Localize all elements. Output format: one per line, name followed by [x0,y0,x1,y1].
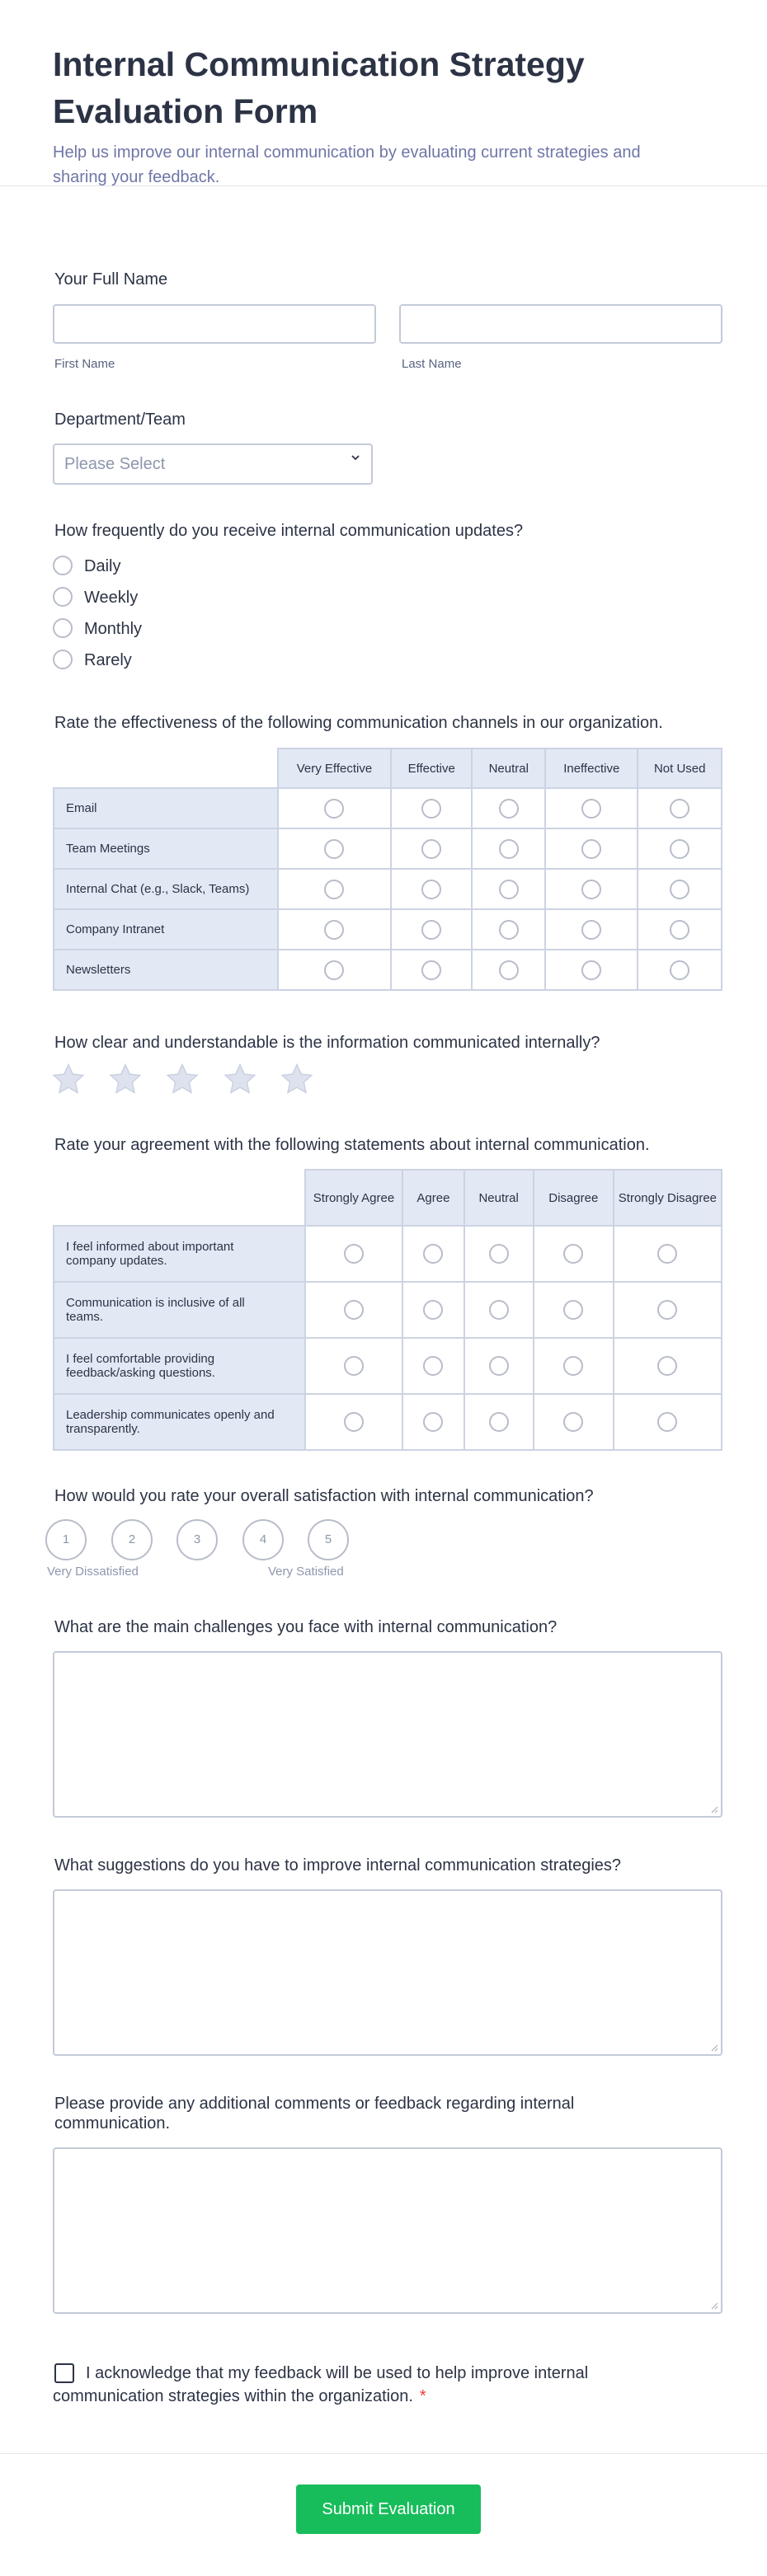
challenges-textarea[interactable] [53,1651,722,1818]
matrix-radio[interactable] [421,880,441,899]
agreement-label: Rate your agreement with the following statements about internal communication. [54,1136,650,1154]
matrix-radio[interactable] [324,799,344,819]
last-name-input[interactable] [399,304,722,344]
matrix-radio[interactable] [670,799,689,819]
matrix-radio[interactable] [563,1300,583,1320]
frequency-label: How frequently do you receive internal communication updates? [54,522,524,540]
matrix-row-label: Leadership communicates openly and transparently. [54,1394,305,1450]
star-icon[interactable] [108,1062,143,1096]
matrix-row-label: I feel comfortable providing feedback/asking questions. [54,1338,305,1394]
matrix-column-header: Strongly Disagree [614,1170,722,1226]
first-name-sublabel: First Name [54,357,115,371]
matrix-radio[interactable] [324,920,344,940]
matrix-radio[interactable] [499,920,519,940]
matrix-column-header: Effective [391,748,473,788]
matrix-radio[interactable] [344,1244,364,1264]
form-title: Internal Communication Strategy Evaluation Form [53,45,585,130]
matrix-row-label: Company Intranet [54,909,278,950]
scale-option-2[interactable]: 2 [111,1519,153,1560]
star-icon[interactable] [51,1062,86,1096]
matrix-column-header: Not Used [638,748,722,788]
table-row [54,788,722,828]
resize-grip-icon[interactable] [710,2302,718,2310]
department-select[interactable] [53,443,373,485]
matrix-radio[interactable] [499,880,519,899]
chevron-down-icon [351,453,360,462]
matrix-row-label: Newsletters [54,950,278,990]
matrix-row-label: Email [54,788,278,828]
matrix-radio[interactable] [657,1412,677,1432]
table-row [54,1338,722,1394]
table-row [54,869,722,909]
matrix-radio[interactable] [670,960,689,980]
matrix-radio[interactable] [499,799,519,819]
scale-option-4[interactable]: 4 [242,1519,284,1560]
matrix-radio[interactable] [423,1300,443,1320]
required-asterisk: * [419,2387,426,2405]
matrix-row-label: Communication is inclusive of all teams. [54,1282,305,1338]
matrix-column-header: Ineffective [545,748,638,788]
suggestions-textarea[interactable] [53,1889,722,2056]
matrix-radio[interactable] [324,960,344,980]
acknowledge-text: I acknowledge that my feedback will be used to help improve internal communication strategies within the organization. [53,2364,589,2405]
matrix-radio[interactable] [344,1356,364,1376]
star-icon[interactable] [223,1062,257,1096]
table-row [54,909,722,950]
matrix-radio[interactable] [657,1300,677,1320]
footer-divider [0,2453,767,2454]
matrix-row-label: I feel informed about important company updates. [54,1226,305,1282]
matrix-radio[interactable] [670,920,689,940]
channels-matrix [53,748,722,991]
radio-button[interactable] [53,618,73,638]
scale-option-5[interactable]: 5 [308,1519,349,1560]
matrix-radio[interactable] [581,799,601,819]
form-subtitle: Help us improve our internal communication by evaluating current strategies and sharing your feedback. [53,143,641,186]
table-row [54,1226,722,1282]
matrix-column-header: Disagree [534,1170,614,1226]
matrix-column-header: Agree [402,1170,463,1226]
matrix-radio[interactable] [563,1412,583,1432]
matrix-radio[interactable] [489,1412,509,1432]
matrix-radio[interactable] [670,839,689,859]
radio-label: Monthly [84,620,143,638]
matrix-radio[interactable] [657,1356,677,1376]
first-name-input[interactable] [53,304,376,344]
radio-label: Weekly [84,589,139,607]
matrix-radio[interactable] [421,920,441,940]
radio-button[interactable] [53,650,73,669]
challenges-label: What are the main challenges you face with internal communication? [54,1618,558,1636]
radio-label: Rarely [84,651,132,669]
matrix-corner [54,1170,305,1226]
department-select-value: Please Select [64,455,166,473]
clarity-label: How clear and understandable is the information communicated internally? [54,1034,600,1052]
channels-label: Rate the effectiveness of the following communication channels in our organization. [54,714,663,732]
matrix-radio[interactable] [581,960,601,980]
scale-max-caption: Very Satisfied [268,1565,344,1579]
matrix-radio[interactable] [423,1356,443,1376]
matrix-row-label: Team Meetings [54,828,278,869]
radio-button[interactable] [53,556,73,575]
acknowledge-text-block [53,2362,630,2408]
scale-option-3[interactable]: 3 [176,1519,218,1560]
table-row [54,1394,722,1450]
matrix-row-label: Internal Chat (e.g., Slack, Teams) [54,869,278,909]
comments-label: Please provide any additional comments or feedback regarding internal communication. [54,2095,575,2133]
matrix-radio[interactable] [670,880,689,899]
matrix-radio[interactable] [344,1300,364,1320]
scale-option-1[interactable]: 1 [45,1519,87,1560]
matrix-radio[interactable] [421,799,441,819]
submit-button[interactable]: Submit Evaluation [296,2485,481,2534]
last-name-sublabel: Last Name [402,357,462,371]
matrix-radio[interactable] [489,1244,509,1264]
matrix-radio[interactable] [657,1244,677,1264]
matrix-radio[interactable] [581,920,601,940]
matrix-radio[interactable] [324,880,344,899]
suggestions-label: What suggestions do you have to improve internal communication strategies? [54,1856,622,1875]
radio-button[interactable] [53,587,73,607]
scale-min-caption: Very Dissatisfied [47,1565,139,1579]
comments-textarea[interactable] [53,2147,722,2314]
matrix-radio[interactable] [324,839,344,859]
matrix-column-header: Very Effective [278,748,391,788]
matrix-radio[interactable] [423,1244,443,1264]
matrix-radio[interactable] [344,1412,364,1432]
matrix-radio[interactable] [581,839,601,859]
table-row [54,950,722,990]
department-label: Department/Team [54,411,186,429]
matrix-radio[interactable] [423,1412,443,1432]
resize-grip-icon[interactable] [710,2043,718,2052]
star-icon[interactable] [165,1062,200,1096]
matrix-column-header: Strongly Agree [305,1170,403,1226]
matrix-radio[interactable] [563,1356,583,1376]
matrix-radio[interactable] [489,1356,509,1376]
table-row [54,828,722,869]
matrix-radio[interactable] [421,960,441,980]
matrix-radio[interactable] [499,839,519,859]
matrix-corner [54,748,278,788]
star-icon[interactable] [280,1062,314,1096]
agreement-matrix [53,1169,722,1451]
matrix-radio[interactable] [489,1300,509,1320]
satisfaction-label: How would you rate your overall satisfaction with internal communication? [54,1487,594,1505]
matrix-radio[interactable] [421,839,441,859]
form-header [0,0,767,186]
matrix-radio[interactable] [581,880,601,899]
table-row [54,1282,722,1338]
matrix-column-header: Neutral [472,748,545,788]
matrix-radio[interactable] [563,1244,583,1264]
matrix-radio[interactable] [499,960,519,980]
resize-grip-icon[interactable] [710,1805,718,1814]
radio-label: Daily [84,557,121,575]
full-name-label: Your Full Name [54,270,168,289]
matrix-column-header: Neutral [464,1170,534,1226]
